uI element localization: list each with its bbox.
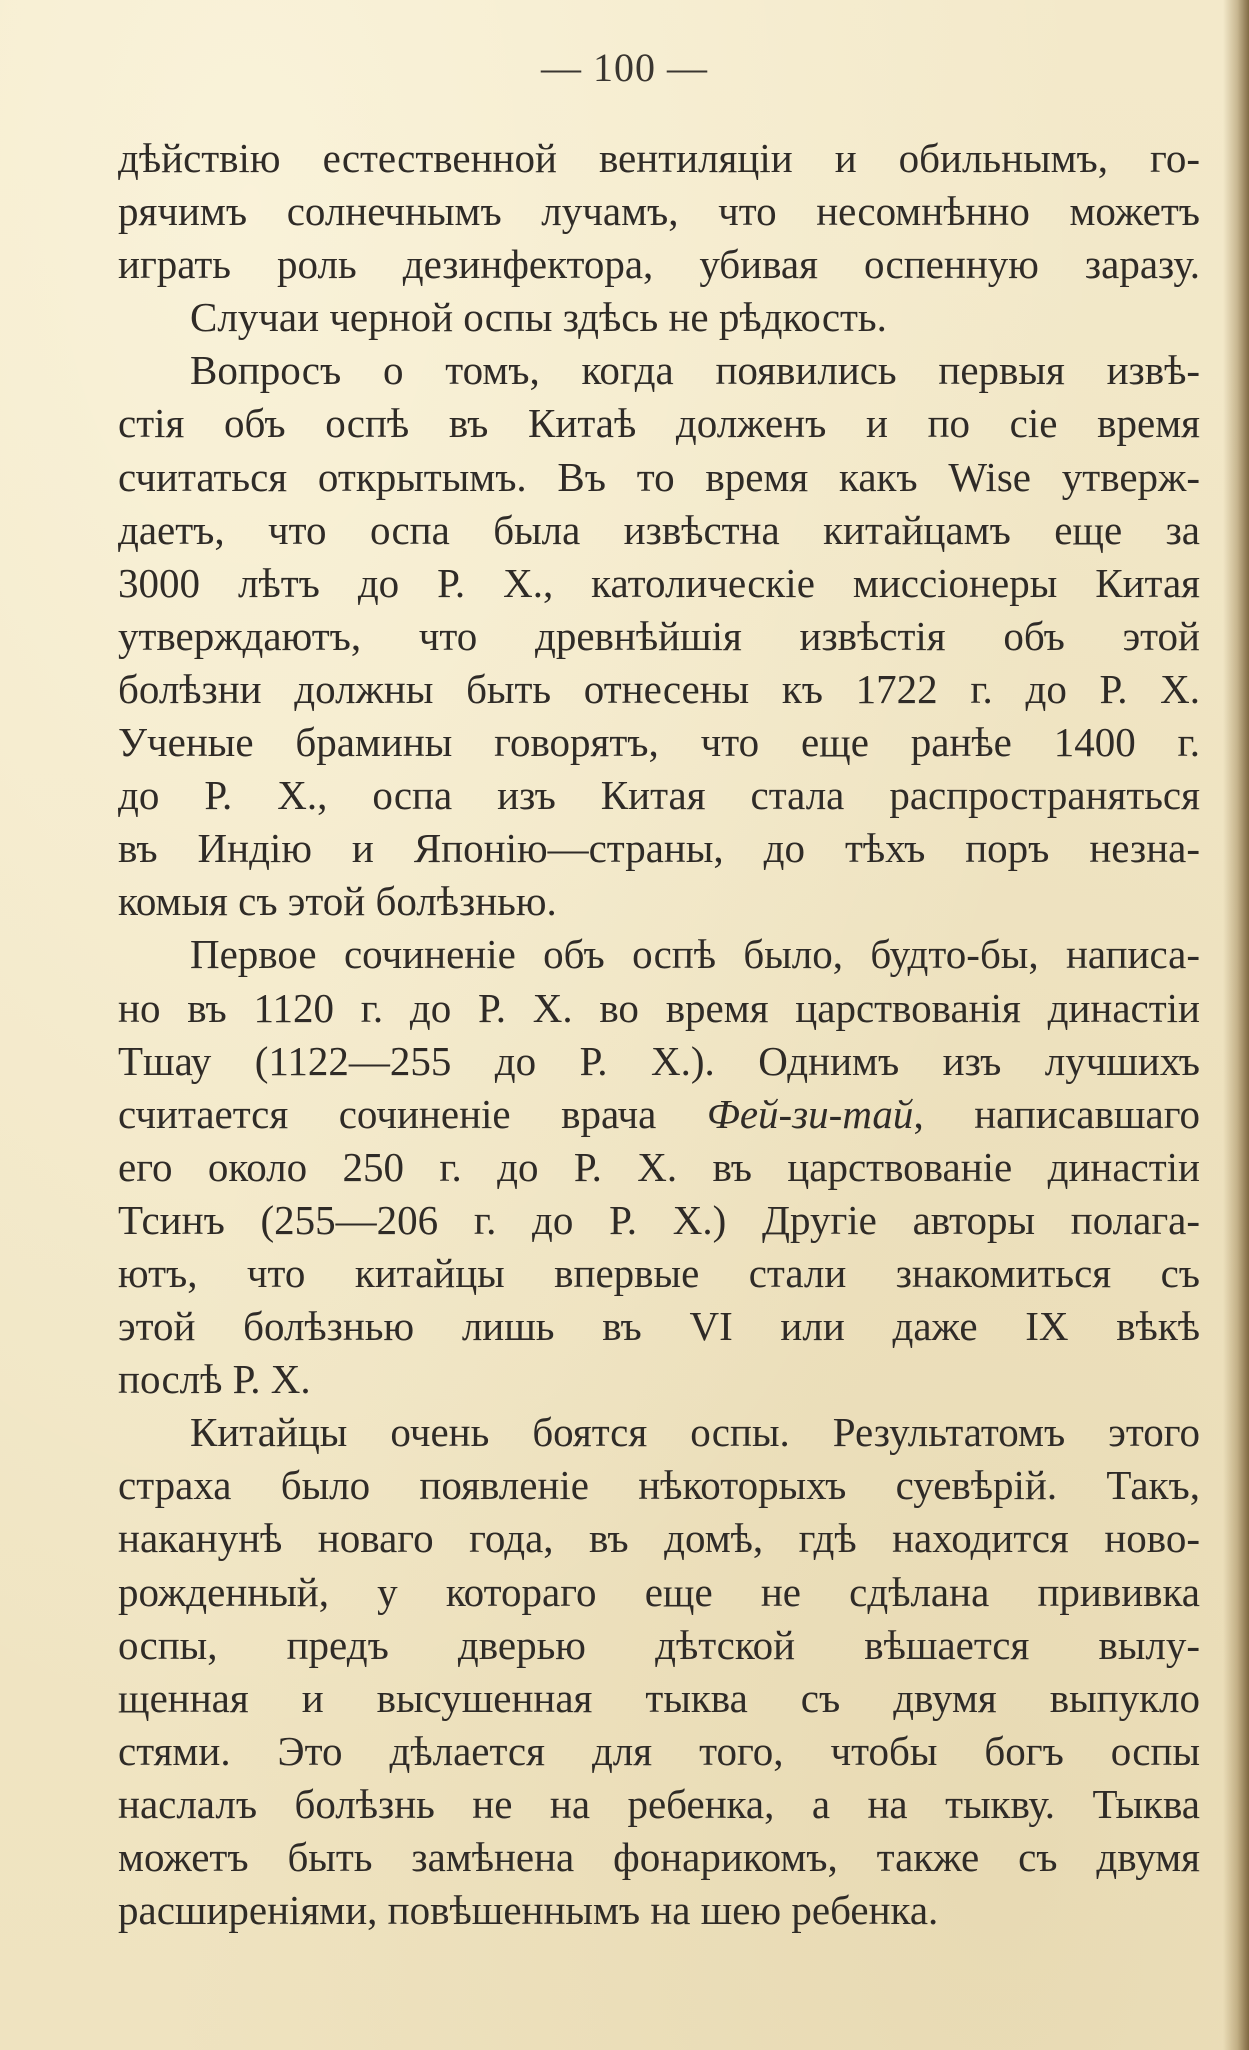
body-text bbox=[118, 132, 1200, 1937]
text-line: Вопросъ о томъ, когда появились первыя извѣ- bbox=[190, 347, 1200, 394]
text-line: но въ 1120 г. до Р. Х. во время царствованія династіи bbox=[118, 984, 1200, 1031]
text-line: Первое сочиненіе объ оспѣ было, будто-бы, написа- bbox=[190, 931, 1200, 978]
text-line: утверждаютъ, что древнѣйшія извѣстія объ этой bbox=[118, 612, 1200, 659]
text-line: стія объ оспѣ въ Китаѣ долженъ и по сіе время bbox=[118, 400, 1200, 447]
paragraph-5 bbox=[118, 1406, 1200, 1937]
physician-name: Фей-зи-тай bbox=[706, 1090, 914, 1137]
page-number: — 100 — bbox=[541, 45, 708, 90]
text-line: комыя съ этой болѣзнью. bbox=[118, 878, 557, 925]
paragraph-4 bbox=[118, 928, 1200, 1406]
text-line: наслалъ болѣзнь не на ребенка, а на тыкву. Тыква bbox=[118, 1780, 1200, 1827]
text-line: можетъ быть замѣнена фонарикомъ, также съ двумя bbox=[118, 1834, 1200, 1880]
text-line: въ Индію и Японію—страны, до тѣхъ поръ незна- bbox=[118, 825, 1200, 872]
text-line: Ученые брамины говорятъ, что еще ранѣе 1400 г. bbox=[118, 719, 1200, 766]
text-line: Тсинъ (255—206 г. до Р. Х.) Другіе авторы полага- bbox=[118, 1196, 1200, 1243]
text-line: считается сочиненіе врача Фей-зи-тай, написавшаго bbox=[118, 1090, 1200, 1137]
text-line: Тшау (1122—255 до Р. Х.). Однимъ изъ лучшихъ bbox=[118, 1037, 1200, 1084]
text-line: ютъ, что китайцы впервые стали знакомиться съ bbox=[118, 1249, 1200, 1296]
text-line: даетъ, что оспа была извѣстна китайцамъ еще за bbox=[118, 506, 1200, 553]
text-line: Китайцы очень боятся оспы. Результатомъ этого bbox=[190, 1409, 1200, 1456]
paragraph-1 bbox=[118, 132, 1200, 291]
text-line: дѣйствію естественной вентиляціи и обильнымъ, го- bbox=[118, 135, 1200, 181]
text-line: послѣ Р. Х. bbox=[118, 1356, 311, 1403]
paragraph-3 bbox=[118, 344, 1200, 928]
text-line: играть роль дезинфектора, убивая оспенную заразу. bbox=[118, 241, 1200, 288]
text-line: болѣзни должны быть отнесены къ 1722 г. до Р. Х. bbox=[118, 665, 1200, 712]
text-line: оспы, предъ дверью дѣтской вѣшается вылу- bbox=[118, 1621, 1200, 1668]
text-line: наканунѣ новаго года, въ домѣ, гдѣ находится ново- bbox=[118, 1515, 1200, 1562]
text-line: расширеніями, повѣшеннымъ на шею ребенка. bbox=[118, 1887, 939, 1934]
text-line: 3000 лѣтъ до Р. Х., католическіе миссіонеры Китая bbox=[118, 559, 1200, 606]
text-line: Случаи черной оспы здѣсь не рѣдкость. bbox=[190, 294, 887, 341]
spine-shadow bbox=[1223, 0, 1249, 2050]
text-line: этой болѣзнью лишь въ VI или даже IX вѣкѣ bbox=[118, 1303, 1200, 1350]
text-line: считаться открытымъ. Въ то время какъ Wise утверж- bbox=[118, 453, 1200, 500]
text-line: его около 250 г. до Р. Х. въ царствованіе династіи bbox=[118, 1143, 1200, 1190]
text-line: рожденный, у котораго еще не сдѣлана прививка bbox=[118, 1568, 1200, 1615]
paragraph-2 bbox=[118, 291, 1200, 344]
text-line: стями. Это дѣлается для того, чтобы богъ оспы bbox=[118, 1727, 1200, 1774]
text-line: страха было появленіе нѣкоторыхъ суевѣрій. Такъ, bbox=[118, 1462, 1200, 1509]
text-line: до Р. Х., оспа изъ Китая стала распространяться bbox=[118, 772, 1200, 819]
text-line: щенная и высушенная тыква съ двумя выпукло bbox=[118, 1674, 1200, 1721]
text-line: рячимъ солнечнымъ лучамъ, что несомнѣнно можетъ bbox=[118, 188, 1200, 235]
